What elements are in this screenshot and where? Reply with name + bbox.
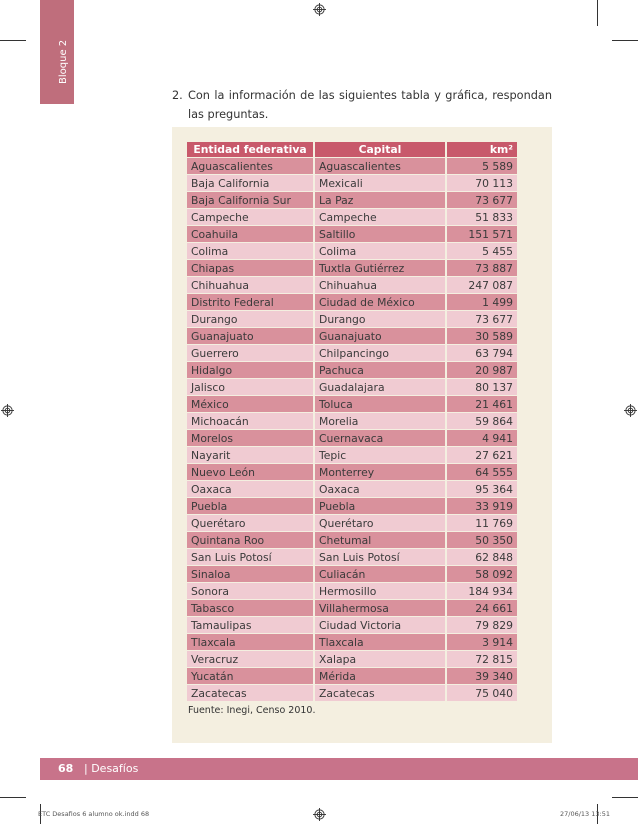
area-cell: 1 499	[447, 294, 517, 310]
column-header: Capital	[315, 142, 447, 157]
state-cell: Quintana Roo	[187, 532, 315, 548]
state-cell: Guanajuato	[187, 328, 315, 344]
crop-mark	[597, 0, 598, 26]
state-cell: Yucatán	[187, 668, 315, 684]
capital-cell: Xalapa	[315, 651, 447, 667]
area-cell: 21 461	[447, 396, 517, 412]
bloque-label: Bloque 2	[58, 39, 69, 84]
table-row	[187, 311, 517, 327]
capital-cell: Colima	[315, 243, 447, 259]
area-cell: 62 848	[447, 549, 517, 565]
area-cell: 72 815	[447, 651, 517, 667]
table-row	[187, 294, 517, 310]
table-row	[187, 600, 517, 616]
capital-cell: Chetumal	[315, 532, 447, 548]
area-cell: 50 350	[447, 532, 517, 548]
table-row	[187, 668, 517, 684]
capital-cell: La Paz	[315, 192, 447, 208]
capital-cell: Tlaxcala	[315, 634, 447, 650]
state-cell: Tabasco	[187, 600, 315, 616]
crop-mark	[0, 40, 26, 41]
capital-cell: Chihuahua	[315, 277, 447, 293]
capital-cell: Morelia	[315, 413, 447, 429]
capital-cell: Ciudad Victoria	[315, 617, 447, 633]
table-row	[187, 549, 517, 565]
table-row	[187, 277, 517, 293]
bloque-tab	[40, 0, 74, 104]
capital-cell: Zacatecas	[315, 685, 447, 701]
page-number: 68	[58, 762, 74, 775]
state-cell: Campeche	[187, 209, 315, 225]
capital-cell: Tuxtla Gutiérrez	[315, 260, 447, 276]
state-cell: Colima	[187, 243, 315, 259]
state-cell: Veracruz	[187, 651, 315, 667]
area-cell: 5 589	[447, 158, 517, 174]
question	[172, 86, 552, 124]
area-cell: 184 934	[447, 583, 517, 599]
area-cell: 73 887	[447, 260, 517, 276]
table-row	[187, 175, 517, 191]
area-cell: 24 661	[447, 600, 517, 616]
area-cell: 75 040	[447, 685, 517, 701]
section-name: | Desafíos	[84, 762, 139, 775]
state-cell: Coahuila	[187, 226, 315, 242]
state-cell: Baja California	[187, 175, 315, 191]
page-footer	[40, 758, 638, 780]
table-row	[187, 617, 517, 633]
capital-cell: Campeche	[315, 209, 447, 225]
table-body	[187, 158, 517, 701]
area-cell: 70 113	[447, 175, 517, 191]
column-header: Entidad federativa	[187, 142, 315, 157]
state-cell: Guerrero	[187, 345, 315, 361]
print-slug-file: ETC Desafios 6 alumno ok.indd 68	[38, 810, 150, 818]
capital-cell: San Luis Potosí	[315, 549, 447, 565]
capital-cell: Hermosillo	[315, 583, 447, 599]
capital-cell: Mexicali	[315, 175, 447, 191]
area-cell: 95 364	[447, 481, 517, 497]
capital-cell: Mérida	[315, 668, 447, 684]
crop-mark	[0, 797, 26, 798]
capital-cell: Villahermosa	[315, 600, 447, 616]
capital-cell: Guadalajara	[315, 379, 447, 395]
capital-cell: Culiacán	[315, 566, 447, 582]
registration-mark-icon	[1, 404, 14, 417]
state-cell: San Luis Potosí	[187, 549, 315, 565]
table-row	[187, 566, 517, 582]
state-cell: Chihuahua	[187, 277, 315, 293]
state-cell: Puebla	[187, 498, 315, 514]
state-cell: Hidalgo	[187, 362, 315, 378]
state-cell: Chiapas	[187, 260, 315, 276]
area-cell: 63 794	[447, 345, 517, 361]
state-cell: Oaxaca	[187, 481, 315, 497]
crop-mark	[612, 797, 638, 798]
table-row	[187, 532, 517, 548]
print-slug-date: 27/06/13 13:51	[560, 810, 610, 818]
table-row	[187, 413, 517, 429]
state-cell: Durango	[187, 311, 315, 327]
area-cell: 39 340	[447, 668, 517, 684]
area-cell: 151 571	[447, 226, 517, 242]
state-cell: México	[187, 396, 315, 412]
area-cell: 33 919	[447, 498, 517, 514]
table-row	[187, 430, 517, 446]
state-cell: Distrito Federal	[187, 294, 315, 310]
capital-cell: Ciudad de México	[315, 294, 447, 310]
table-row	[187, 328, 517, 344]
area-cell: 58 092	[447, 566, 517, 582]
table-row	[187, 209, 517, 225]
area-cell: 51 833	[447, 209, 517, 225]
column-header: km²	[447, 142, 517, 157]
table-row	[187, 362, 517, 378]
capital-cell: Cuernavaca	[315, 430, 447, 446]
state-cell: Baja California Sur	[187, 192, 315, 208]
area-cell: 64 555	[447, 464, 517, 480]
capital-cell: Guanajuato	[315, 328, 447, 344]
state-cell: Tamaulipas	[187, 617, 315, 633]
table-source: Fuente: Inegi, Censo 2010.	[188, 705, 316, 716]
question-text: Con la información de las siguientes tabla y gráfica, respondan las preguntas.	[188, 89, 552, 121]
area-cell: 247 087	[447, 277, 517, 293]
area-cell: 4 941	[447, 430, 517, 446]
capital-cell: Oaxaca	[315, 481, 447, 497]
table-row	[187, 243, 517, 259]
area-cell: 80 137	[447, 379, 517, 395]
crop-mark	[612, 40, 638, 41]
state-cell: Tlaxcala	[187, 634, 315, 650]
table-row	[187, 515, 517, 531]
area-cell: 3 914	[447, 634, 517, 650]
table-row	[187, 498, 517, 514]
table-row	[187, 685, 517, 701]
capital-cell: Monterrey	[315, 464, 447, 480]
area-cell: 30 589	[447, 328, 517, 344]
area-cell: 27 621	[447, 447, 517, 463]
state-cell: Sinaloa	[187, 566, 315, 582]
table-header-row	[187, 142, 517, 157]
table-row	[187, 345, 517, 361]
state-cell: Jalisco	[187, 379, 315, 395]
capital-cell: Aguascalientes	[315, 158, 447, 174]
table-row	[187, 634, 517, 650]
state-cell: Sonora	[187, 583, 315, 599]
table-row	[187, 226, 517, 242]
capital-cell: Durango	[315, 311, 447, 327]
table-row	[187, 464, 517, 480]
state-cell: Zacatecas	[187, 685, 315, 701]
area-cell: 73 677	[447, 192, 517, 208]
registration-mark-icon	[313, 3, 326, 16]
capital-cell: Saltillo	[315, 226, 447, 242]
state-cell: Querétaro	[187, 515, 315, 531]
table-row	[187, 379, 517, 395]
capital-cell: Querétaro	[315, 515, 447, 531]
registration-mark-icon	[313, 808, 326, 821]
area-cell: 20 987	[447, 362, 517, 378]
state-cell: Nayarit	[187, 447, 315, 463]
capital-cell: Puebla	[315, 498, 447, 514]
area-cell: 79 829	[447, 617, 517, 633]
state-cell: Michoacán	[187, 413, 315, 429]
states-table	[187, 141, 517, 702]
capital-cell: Tepic	[315, 447, 447, 463]
state-cell: Morelos	[187, 430, 315, 446]
table-row	[187, 447, 517, 463]
capital-cell: Pachuca	[315, 362, 447, 378]
table-row	[187, 260, 517, 276]
table-row	[187, 481, 517, 497]
area-cell: 11 769	[447, 515, 517, 531]
table-row	[187, 158, 517, 174]
area-cell: 5 455	[447, 243, 517, 259]
question-number: 2.	[172, 89, 183, 102]
capital-cell: Toluca	[315, 396, 447, 412]
area-cell: 73 677	[447, 311, 517, 327]
capital-cell: Chilpancingo	[315, 345, 447, 361]
area-cell: 59 864	[447, 413, 517, 429]
table-row	[187, 583, 517, 599]
table-row	[187, 192, 517, 208]
registration-mark-icon	[624, 404, 637, 417]
table-row	[187, 396, 517, 412]
state-cell: Nuevo León	[187, 464, 315, 480]
table-row	[187, 651, 517, 667]
state-cell: Aguascalientes	[187, 158, 315, 174]
